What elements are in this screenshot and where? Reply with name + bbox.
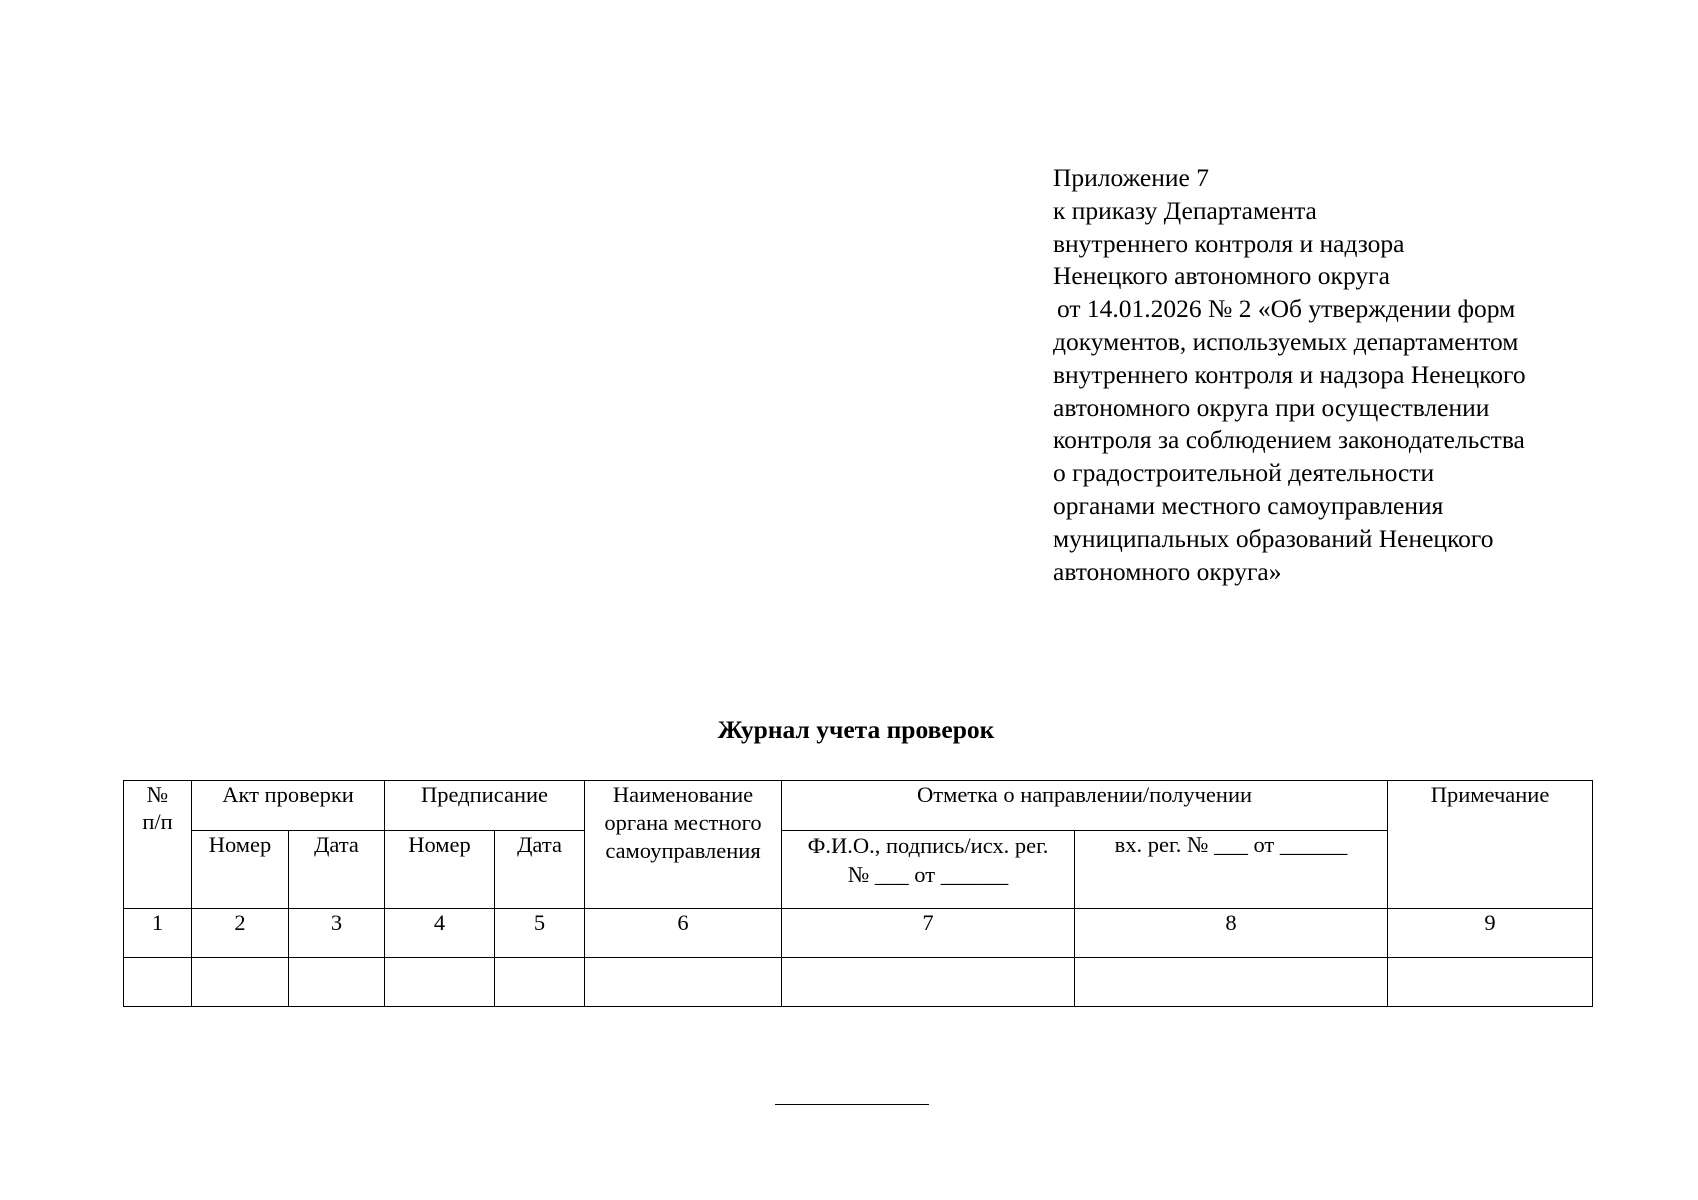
table-cell bbox=[385, 958, 495, 1007]
annex-line: органами местного самоуправления bbox=[1053, 490, 1444, 520]
subheader-act-date: Дата bbox=[289, 831, 385, 909]
annex-header bbox=[1053, 162, 1613, 588]
subheader-fio-signature bbox=[782, 831, 1075, 909]
annex-line: документов, используемых департаментом bbox=[1053, 326, 1519, 356]
subheader-fio-line: № ___ от ______ bbox=[847, 862, 1009, 887]
header-organization-line: Наименование bbox=[612, 782, 754, 807]
subheader-incoming-registration: вх. рег. № ___ от ______ bbox=[1075, 831, 1388, 909]
header-organization-line: самоуправления bbox=[605, 838, 761, 863]
subheader-fio-line: Ф.И.О., подпись/исх. рег. bbox=[807, 833, 1049, 858]
subheader-prescription-number: Номер bbox=[385, 831, 495, 909]
annex-line: Ненецкого автономного округа bbox=[1053, 261, 1390, 291]
header-cell-prescription: Предписание bbox=[385, 781, 585, 831]
column-number: 3 bbox=[289, 909, 385, 958]
annex-line: внутреннего контроля и надзора bbox=[1053, 228, 1405, 258]
table-cell bbox=[1388, 958, 1593, 1007]
subheader-prescription-date: Дата bbox=[495, 831, 585, 909]
annex-line: автономного округа при осуществлении bbox=[1053, 392, 1490, 422]
inspection-journal-table bbox=[123, 780, 1593, 1007]
table-subheader-row bbox=[124, 831, 1593, 909]
table-cell bbox=[585, 958, 782, 1007]
header-cell-note: Примечание bbox=[1388, 781, 1593, 909]
annex-line: о градостроительной деятельности bbox=[1053, 458, 1435, 488]
subheader-act-number: Номер bbox=[192, 831, 289, 909]
annex-line: от 14.01.2026 № 2 «Об утверждении форм bbox=[1057, 294, 1516, 324]
column-number: 2 bbox=[192, 909, 289, 958]
table-cell bbox=[495, 958, 585, 1007]
column-number: 9 bbox=[1388, 909, 1593, 958]
annex-line: муниципальных образований Ненецкого bbox=[1053, 523, 1494, 553]
column-number: 5 bbox=[495, 909, 585, 958]
header-cell-act: Акт проверки bbox=[192, 781, 385, 831]
header-cell-mark: Отметка о направлении/получении bbox=[782, 781, 1388, 831]
column-number: 1 bbox=[124, 909, 192, 958]
column-number-row bbox=[124, 909, 1593, 958]
annex-line: автономного округа» bbox=[1053, 556, 1282, 586]
header-cell-organization bbox=[585, 781, 782, 909]
table-cell bbox=[192, 958, 289, 1007]
annex-line: Приложение 7 bbox=[1053, 163, 1209, 192]
header-organization-line: органа местного bbox=[604, 810, 762, 835]
column-number: 7 bbox=[782, 909, 1075, 958]
header-cell-number bbox=[124, 781, 192, 909]
column-number: 4 bbox=[385, 909, 495, 958]
table-row bbox=[124, 958, 1593, 1007]
document-title: Журнал учета проверок bbox=[717, 715, 995, 744]
annex-line: к приказу Департамента bbox=[1053, 195, 1317, 225]
column-number: 8 bbox=[1075, 909, 1388, 958]
footer-separator-line bbox=[775, 1104, 929, 1105]
table-cell bbox=[289, 958, 385, 1007]
header-number-symbol: № bbox=[146, 782, 169, 807]
table-cell bbox=[124, 958, 192, 1007]
column-number: 6 bbox=[585, 909, 782, 958]
table-cell bbox=[782, 958, 1075, 1007]
annex-line: контроля за соблюдением законодательства bbox=[1053, 425, 1525, 455]
annex-line: внутреннего контроля и надзора Ненецкого bbox=[1053, 359, 1526, 389]
table-cell bbox=[1075, 958, 1388, 1007]
header-number-abbrev: п/п bbox=[142, 809, 173, 834]
table-header-row bbox=[124, 781, 1593, 831]
